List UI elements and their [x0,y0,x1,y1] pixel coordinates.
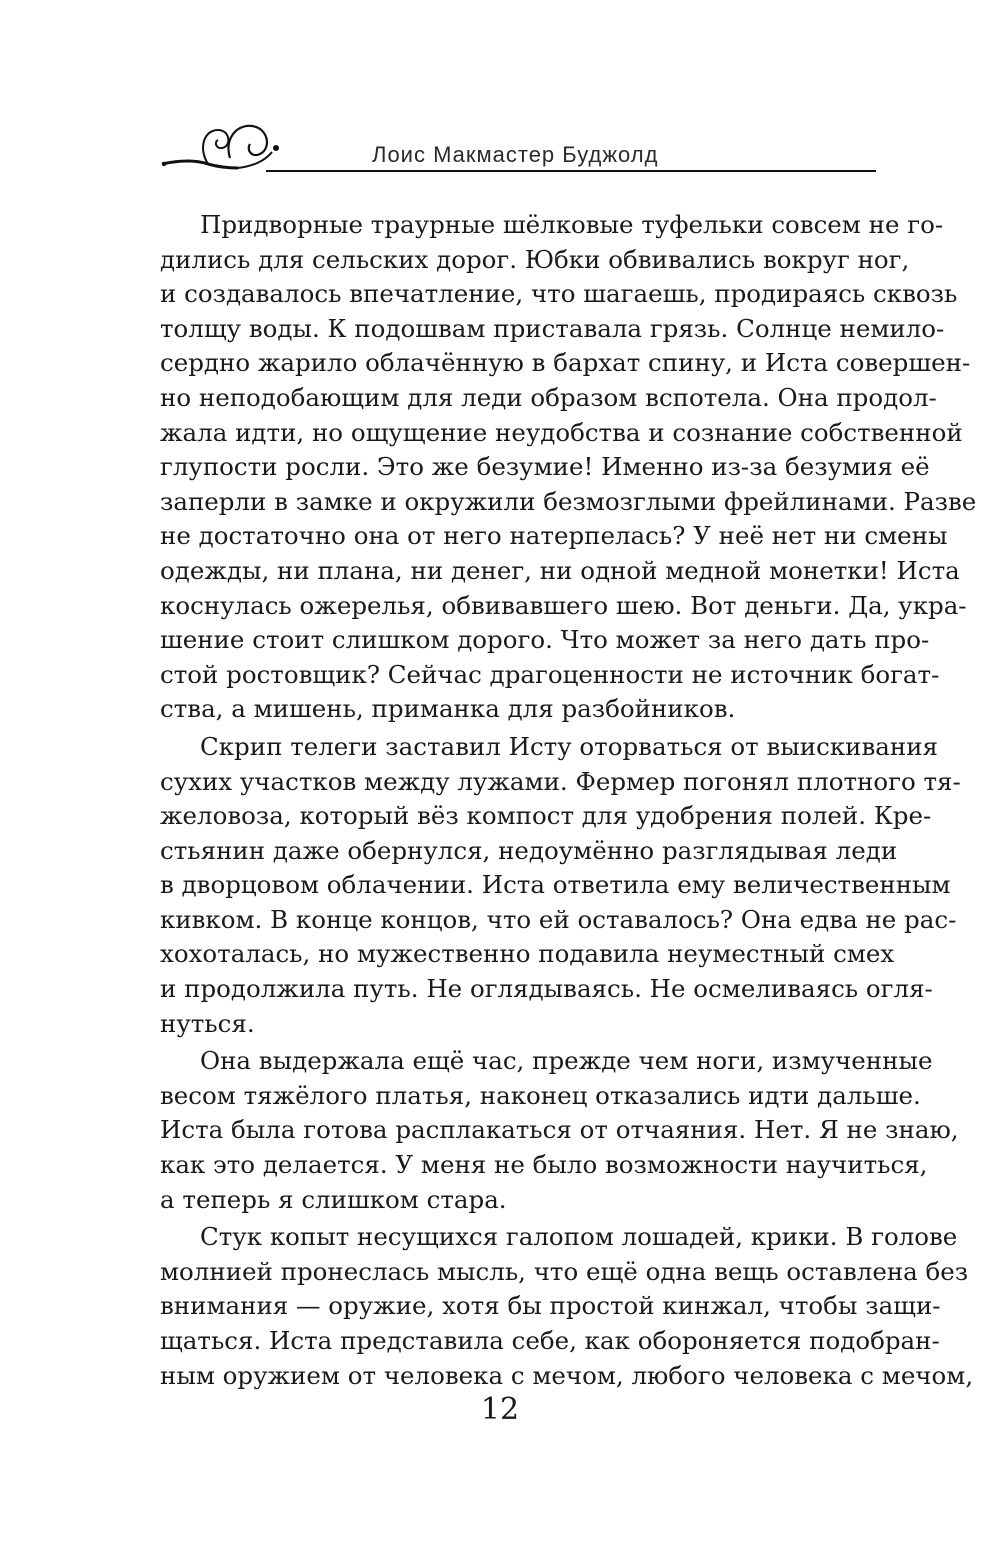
body-text [160,208,977,1393]
text-line: жала идти, но ощущение неудобства и сознание собственной [160,417,963,447]
text-line: толщу воды. К подошвам приставала грязь. Солнце немило- [160,313,945,343]
text-line: заперли в замке и окружили безмозглыми фрейлинами. Разве [160,486,977,516]
text-line: весом тяжёлого платья, наконец отказались идти дальше. [160,1080,921,1110]
text-line: ства, а мишень, приманка для разбойников. [160,694,736,724]
text-line: не достаточно она от него натерпелась? У неё нет ни смены [160,521,948,551]
paragraph [160,208,977,727]
text-line: и создавалось впечатление, что шагаешь, продираясь сквозь [160,279,958,309]
text-line: молнией пронеслась мысль, что ещё одна вещь оставлена без [160,1256,969,1286]
text-line: Она выдержала ещё час, прежде чем ноги, измученные [200,1046,933,1076]
text-line: сухих участков между лужами. Фермер погонял плотного тя- [160,766,961,796]
text-line: желовоза, который вёз компост для удобрения полей. Кре- [160,801,932,831]
page-header [160,118,876,178]
text-line: глупости росли. Это же безумие! Именно из-за безумия её [160,452,930,482]
text-line: ным оружием от человека с мечом, любого человека с мечом, [160,1360,974,1390]
running-head: Лоис Макмастер Буджолд [372,142,659,167]
text-line: Стук копыт несущихся галопом лошадей, крики. В голове [200,1222,958,1252]
paragraph [160,1220,974,1393]
text-line: дились для сельских дорог. Юбки обвивались вокруг ног, [160,244,910,274]
paragraph [160,730,961,1041]
text-line: кивком. В конце концов, что ей оставалось? Она едва не рас- [160,904,957,934]
text-line: в дворцовом облачении. Иста ответила ему величественным [160,870,951,900]
text-line: Скрип телеги заставил Исту оторваться от выискивания [200,731,939,761]
text-line: стой ростовщик? Сейчас драгоценности не источник богат- [160,659,940,689]
page-number: 12 [480,1392,520,1427]
text-line: нуться. [160,1008,255,1038]
text-line: коснулась ожерелья, обвивавшего шею. Вот деньги. Да, укра- [160,590,967,620]
paragraph [160,1044,959,1217]
text-line: щаться. Иста представила себе, как обороняется подобран- [160,1326,940,1355]
text-line: одежды, ни плана, ни денег, ни одной медной монетки! Иста [160,555,960,585]
text-line: и продолжила путь. Не оглядываясь. Не осмеливаясь огля- [160,974,933,1004]
text-line: хохоталась, но мужественно подавила неуместный смех [160,939,895,969]
text-line: сердно жарило облачённую в бархат спину, и Иста совершен- [160,348,971,378]
text-line: стьянин даже обернулся, недоумённо разглядывая леди [160,835,898,865]
text-line: внимания — оружие, хотя бы простой кинжал, чтобы защи- [160,1291,941,1321]
text-line: а теперь я слишком стара. [160,1184,507,1214]
text-line: как это делается. У меня не было возможности научиться, [160,1150,928,1180]
header-rule [266,170,876,172]
text-line: Придворные траурные шёлковые туфельки совсем не го- [200,210,944,239]
flourish-ornament-icon [160,118,280,174]
text-line: Иста была готова расплакаться от отчаяния. Нет. Я не знаю, [160,1115,959,1145]
text-line: но неподобающим для леди образом вспотела. Она продол- [160,382,937,412]
text-line: шение стоит слишком дорого. Что может за него дать про- [160,625,930,655]
